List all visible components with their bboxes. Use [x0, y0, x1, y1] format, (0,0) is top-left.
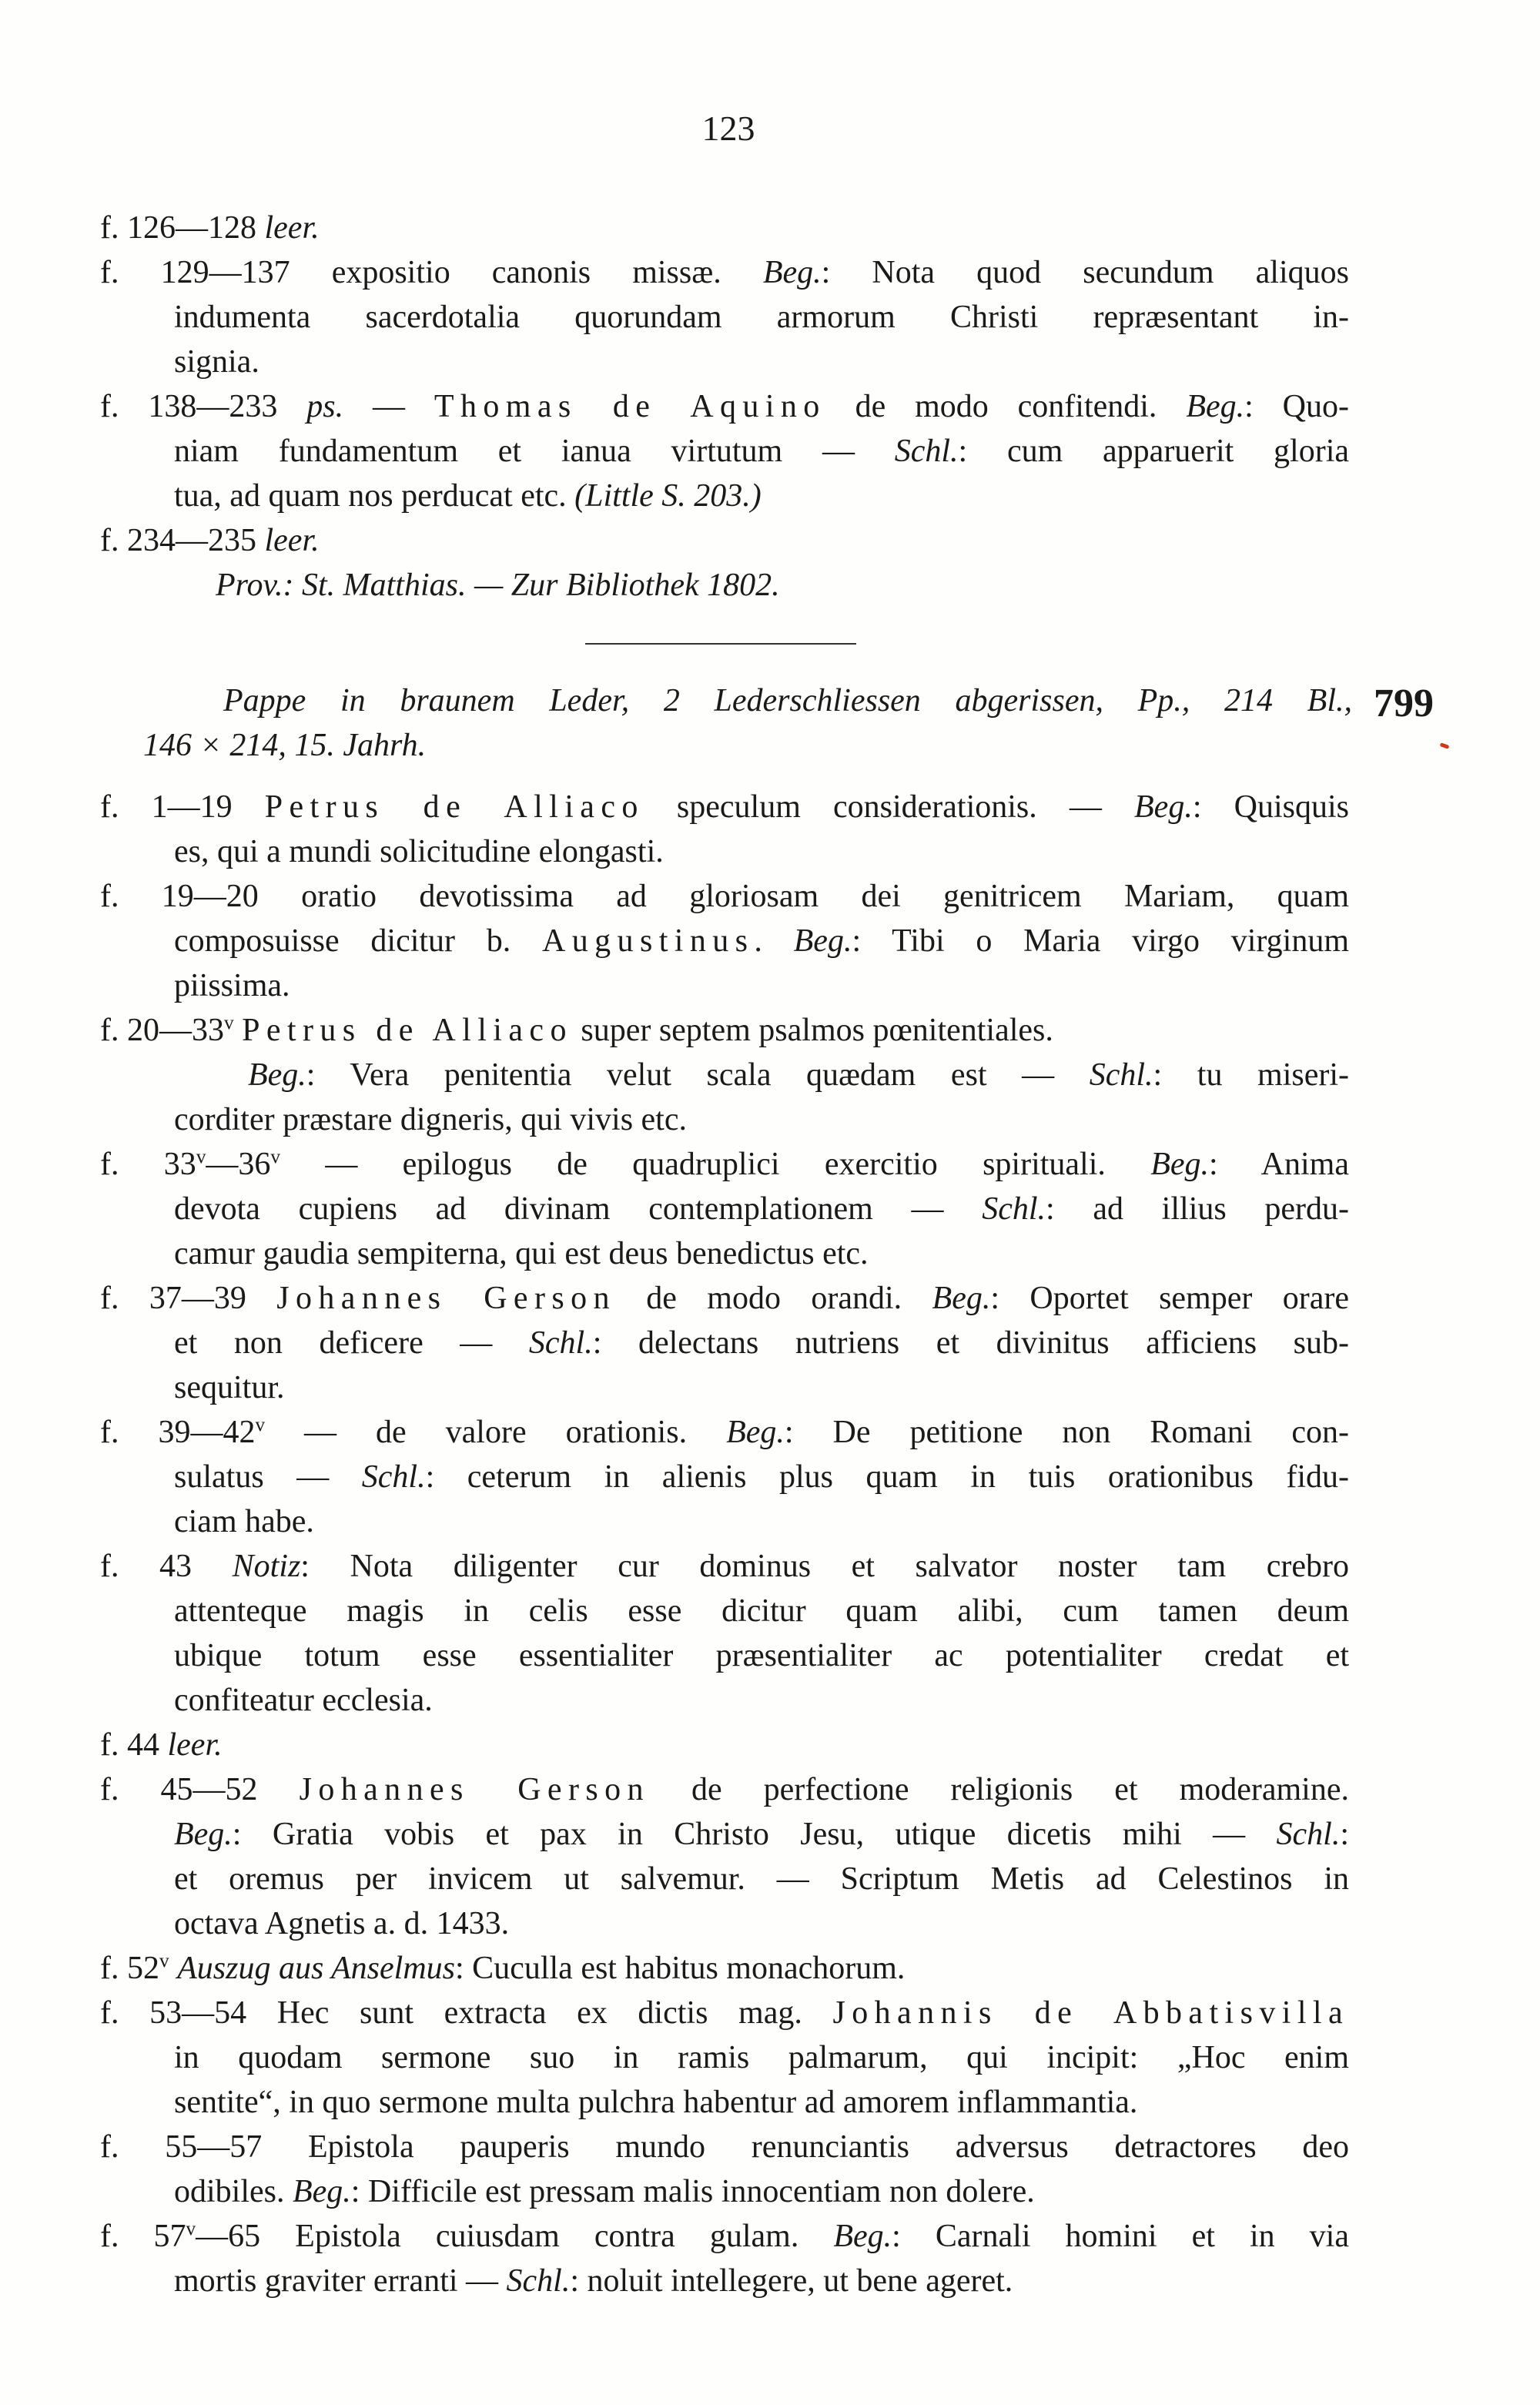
text-line [174, 429, 1349, 474]
text-line [174, 1857, 1349, 1901]
text-segment: signia. [174, 344, 259, 380]
text-segment: — de valore orationis. [265, 1415, 727, 1450]
text-line [174, 1499, 1349, 1544]
text-segment: : ceterum in alienis plus quam in tuis orationibus fidu- [425, 1459, 1349, 1495]
italic-text: Beg. [833, 2219, 892, 2254]
italic-text: 146 × 214, 15. Jahrh. [143, 728, 427, 763]
text-segment: odibiles. [174, 2174, 293, 2209]
text-segment: : [1340, 1817, 1349, 1852]
text-line [174, 295, 1349, 340]
text-line [100, 1991, 1349, 2035]
italic-text: Beg. [932, 1281, 991, 1316]
text-line [100, 1544, 1349, 1589]
text-segment: sulatus — [174, 1459, 362, 1495]
italic-text: Auszug aus Anselmus [177, 1951, 456, 1986]
verso-superscript: v [159, 1950, 169, 1971]
text-line [174, 919, 1349, 963]
text-segment: sentite“, in quo sermone multa pulchra habentur ad amorem inflammantia. [174, 2085, 1138, 2120]
italic-text: leer. [264, 523, 320, 558]
italic-text: leer. [264, 210, 320, 246]
italic-text: Beg. [1150, 1147, 1209, 1182]
text-segment [234, 1013, 243, 1048]
italic-text: Beg. [762, 255, 822, 290]
text-line [174, 1231, 1349, 1276]
text-line [174, 1633, 1349, 1678]
italic-text: Beg. [726, 1415, 785, 1450]
verso-superscript: v [196, 1146, 206, 1167]
text-segment: . [754, 923, 794, 959]
text-segment: speculum considerationis. — [644, 789, 1135, 825]
italic-text: Beg. [793, 923, 852, 959]
text-line [174, 474, 1349, 518]
text-line [174, 963, 1349, 1008]
text-line [143, 723, 1352, 768]
text-segment: in quodam sermone suo in ramis palmarum, qui incipit: „Hoc enim [174, 2040, 1349, 2075]
text-segment: ciam habe. [174, 1504, 314, 1539]
text-line [248, 1053, 1349, 1097]
text-segment: f. 53—54 Hec sunt extracta ex dictis mag. [100, 1995, 833, 2031]
spaced-name: Petrus de Alliaco [264, 789, 644, 825]
text-segment: : Nota quod secundum aliquos [821, 255, 1349, 290]
text-segment: : Anima [1209, 1147, 1349, 1182]
text-segment: f. 138—233 [100, 389, 307, 424]
text-segment: : tu miseri- [1153, 1057, 1349, 1093]
text-line [174, 1901, 1349, 1946]
verso-superscript: v [255, 1414, 266, 1435]
text-segment: f. 1—19 [100, 789, 265, 825]
italic-text: Beg. [1134, 789, 1193, 825]
text-segment: f. 44 [100, 1727, 168, 1763]
text-segment: indumenta sacerdotalia quorundam armorum Christi repræsentant in- [174, 300, 1349, 335]
italic-text: (Little S. 203.) [574, 478, 762, 514]
text-line [100, 206, 1349, 250]
text-line [100, 250, 1349, 295]
italic-text: Beg. [1186, 389, 1245, 424]
text-line [223, 678, 1352, 723]
shelfmark-number: 799 [1374, 682, 1434, 725]
text-segment [169, 1951, 178, 1986]
text-segment: : Difficile est pressam malis innocentiam non dolere. [350, 2174, 1035, 2209]
text-line [100, 2125, 1349, 2169]
text-segment: : De petitione non Romani con- [784, 1415, 1349, 1450]
text-line [100, 384, 1349, 429]
page-number: 123 [701, 109, 755, 148]
text-line [174, 2035, 1349, 2080]
text-segment: de perfectione religionis et moderamine. [649, 1772, 1349, 1807]
spaced-name: Thomas de Aquino [434, 389, 826, 424]
text-segment: f. 33 [100, 1147, 196, 1182]
text-line [174, 1678, 1349, 1723]
text-segment: f. 20—33 [100, 1013, 224, 1048]
text-segment: : cum apparuerit gloria [958, 434, 1349, 469]
italic-text: Schl. [1089, 1057, 1153, 1093]
text-segment: f. 43 [100, 1549, 233, 1584]
text-line [100, 1410, 1349, 1455]
text-segment: et non deficere — [174, 1325, 529, 1361]
text-line [100, 1723, 1349, 1767]
italic-text: Notiz [232, 1549, 301, 1584]
italic-text: Beg. [248, 1057, 306, 1093]
text-line [174, 829, 1349, 874]
text-segment: f. 234—235 [100, 523, 265, 558]
text-line [174, 2259, 1349, 2303]
text-line [216, 563, 1348, 608]
text-segment: de modo orandi. [615, 1281, 932, 1316]
verso-superscript: v [186, 2218, 196, 2239]
text-line [100, 2214, 1349, 2259]
text-segment: f. 39—42 [100, 1415, 256, 1450]
text-segment: f. 57 [100, 2219, 186, 2254]
text-line [174, 1589, 1349, 1633]
text-line [100, 1946, 1349, 1991]
text-segment: tua, ad quam nos perducat etc. [174, 478, 575, 514]
italic-text: Beg. [293, 2174, 351, 2209]
text-segment: : delectans nutriens et divinitus afficiens sub- [592, 1325, 1349, 1361]
text-line [100, 518, 1349, 563]
italic-text: Schl. [361, 1459, 426, 1495]
text-line [100, 1767, 1349, 1812]
text-line [100, 785, 1349, 829]
text-segment: mortis graviter erranti — [174, 2263, 507, 2299]
spaced-name: Augustinus [542, 923, 755, 959]
text-segment: : ad illius perdu- [1046, 1191, 1349, 1227]
section-divider [585, 643, 856, 645]
italic-text: Schl. [528, 1325, 593, 1361]
text-line [174, 2080, 1349, 2125]
text-line [174, 1455, 1349, 1499]
text-segment: niam fundamentum et ianua virtutum — [174, 434, 895, 469]
text-line [174, 2169, 1349, 2214]
text-segment: f. 126—128 [100, 210, 265, 246]
italic-text: Schl. [506, 2263, 571, 2299]
italic-text: Prov.: St. Matthias. — Zur Bibliothek 1802. [216, 568, 780, 603]
italic-text: Schl. [1276, 1817, 1341, 1852]
text-segment: f. 52 [100, 1951, 159, 1986]
text-segment: super septem psalmos pœnitentiales. [572, 1013, 1053, 1048]
spaced-name: Petrus de Alliaco [242, 1013, 573, 1048]
text-segment: : Vera penitentia velut scala quædam est — [306, 1057, 1090, 1093]
text-segment: et oremus per invicem ut salvemur. — Scriptum Metis ad Celestinos in [174, 1861, 1349, 1897]
text-segment: composuisse dicitur b. [174, 923, 543, 959]
text-line [100, 1276, 1349, 1321]
text-segment: ubique totum esse essentialiter præsentialiter ac potentialiter credat et [174, 1638, 1349, 1673]
text-segment: camur gaudia sempiterna, qui est deus benedictus etc. [174, 1236, 869, 1271]
spaced-name: Johannis de Abbatisvilla [832, 1995, 1350, 2031]
text-segment: f. 45—52 [100, 1772, 300, 1807]
text-segment: : Nota diligenter cur dominus et salvator noster tam crebro [300, 1549, 1349, 1584]
text-segment: : Cuculla est habitus monachorum. [455, 1951, 906, 1986]
italic-text: ps. [306, 389, 344, 424]
text-segment: : Oportet semper orare [990, 1281, 1349, 1316]
text-line [100, 1142, 1349, 1187]
text-segment: —36 [206, 1147, 271, 1182]
text-segment: f. 37—39 [100, 1281, 277, 1316]
text-segment: : Carnali homini et in via [892, 2219, 1349, 2254]
text-segment: — epilogus de quadruplici exercitio spirituali. [280, 1147, 1151, 1182]
italic-text: Schl. [894, 434, 959, 469]
text-line [174, 1365, 1349, 1410]
text-line [174, 1321, 1349, 1365]
verso-superscript: v [224, 1012, 234, 1033]
spaced-name: Johannes Gerson [276, 1281, 616, 1316]
text-segment: : noluit intellegere, ut bene ageret. [570, 2263, 1013, 2299]
italic-text: Schl. [982, 1191, 1046, 1227]
spaced-name: Johannes Gerson [299, 1772, 650, 1807]
red-pencil-mark [1440, 742, 1450, 749]
italic-text: leer. [167, 1727, 223, 1763]
text-line [100, 874, 1349, 919]
italic-text: Pappe in braunem Leder, 2 Lederschliessen abgerissen, Pp., 214 Bl., [223, 683, 1352, 718]
text-segment: piissima. [174, 968, 290, 1003]
text-segment: f. 19—20 oratio devotissima ad gloriosam dei genitricem Mariam, quam [100, 879, 1349, 914]
text-segment: corditer præstare digneris, qui vivis etc. [174, 1102, 687, 1137]
text-segment: octava Agnetis a. d. 1433. [174, 1906, 510, 1941]
text-segment: attenteque magis in celis esse dicitur quam alibi, cum tamen deum [174, 1593, 1349, 1629]
text-segment: : Quisquis [1192, 789, 1349, 825]
text-segment: confiteatur ecclesia. [174, 1683, 433, 1718]
text-line [100, 1008, 1349, 1053]
text-segment: sequitur. [174, 1370, 285, 1405]
text-segment: f. 129—137 expositio canonis missæ. [100, 255, 763, 290]
text-segment: f. 55—57 Epistola pauperis mundo renunciantis adversus detractores deo [100, 2129, 1349, 2165]
text-segment: devota cupiens ad divinam contemplationem — [174, 1191, 983, 1227]
text-line [174, 340, 1349, 384]
text-segment: — [343, 389, 434, 424]
text-segment: : Quo- [1244, 389, 1349, 424]
text-segment: : Gratia vobis et pax in Christo Jesu, utique dicetis mihi — [232, 1817, 1277, 1852]
text-segment: es, qui a mundi solicitudine elongasti. [174, 834, 664, 869]
text-segment: : Tibi o Maria virgo virginum [852, 923, 1350, 959]
text-line [174, 1812, 1349, 1857]
text-line [174, 1187, 1349, 1231]
italic-text: Beg. [174, 1817, 233, 1852]
text-segment: —65 Epistola cuiusdam contra gulam. [196, 2219, 834, 2254]
verso-superscript: v [270, 1146, 280, 1167]
text-segment: de modo confitendi. [825, 389, 1187, 424]
text-line [174, 1097, 1349, 1142]
